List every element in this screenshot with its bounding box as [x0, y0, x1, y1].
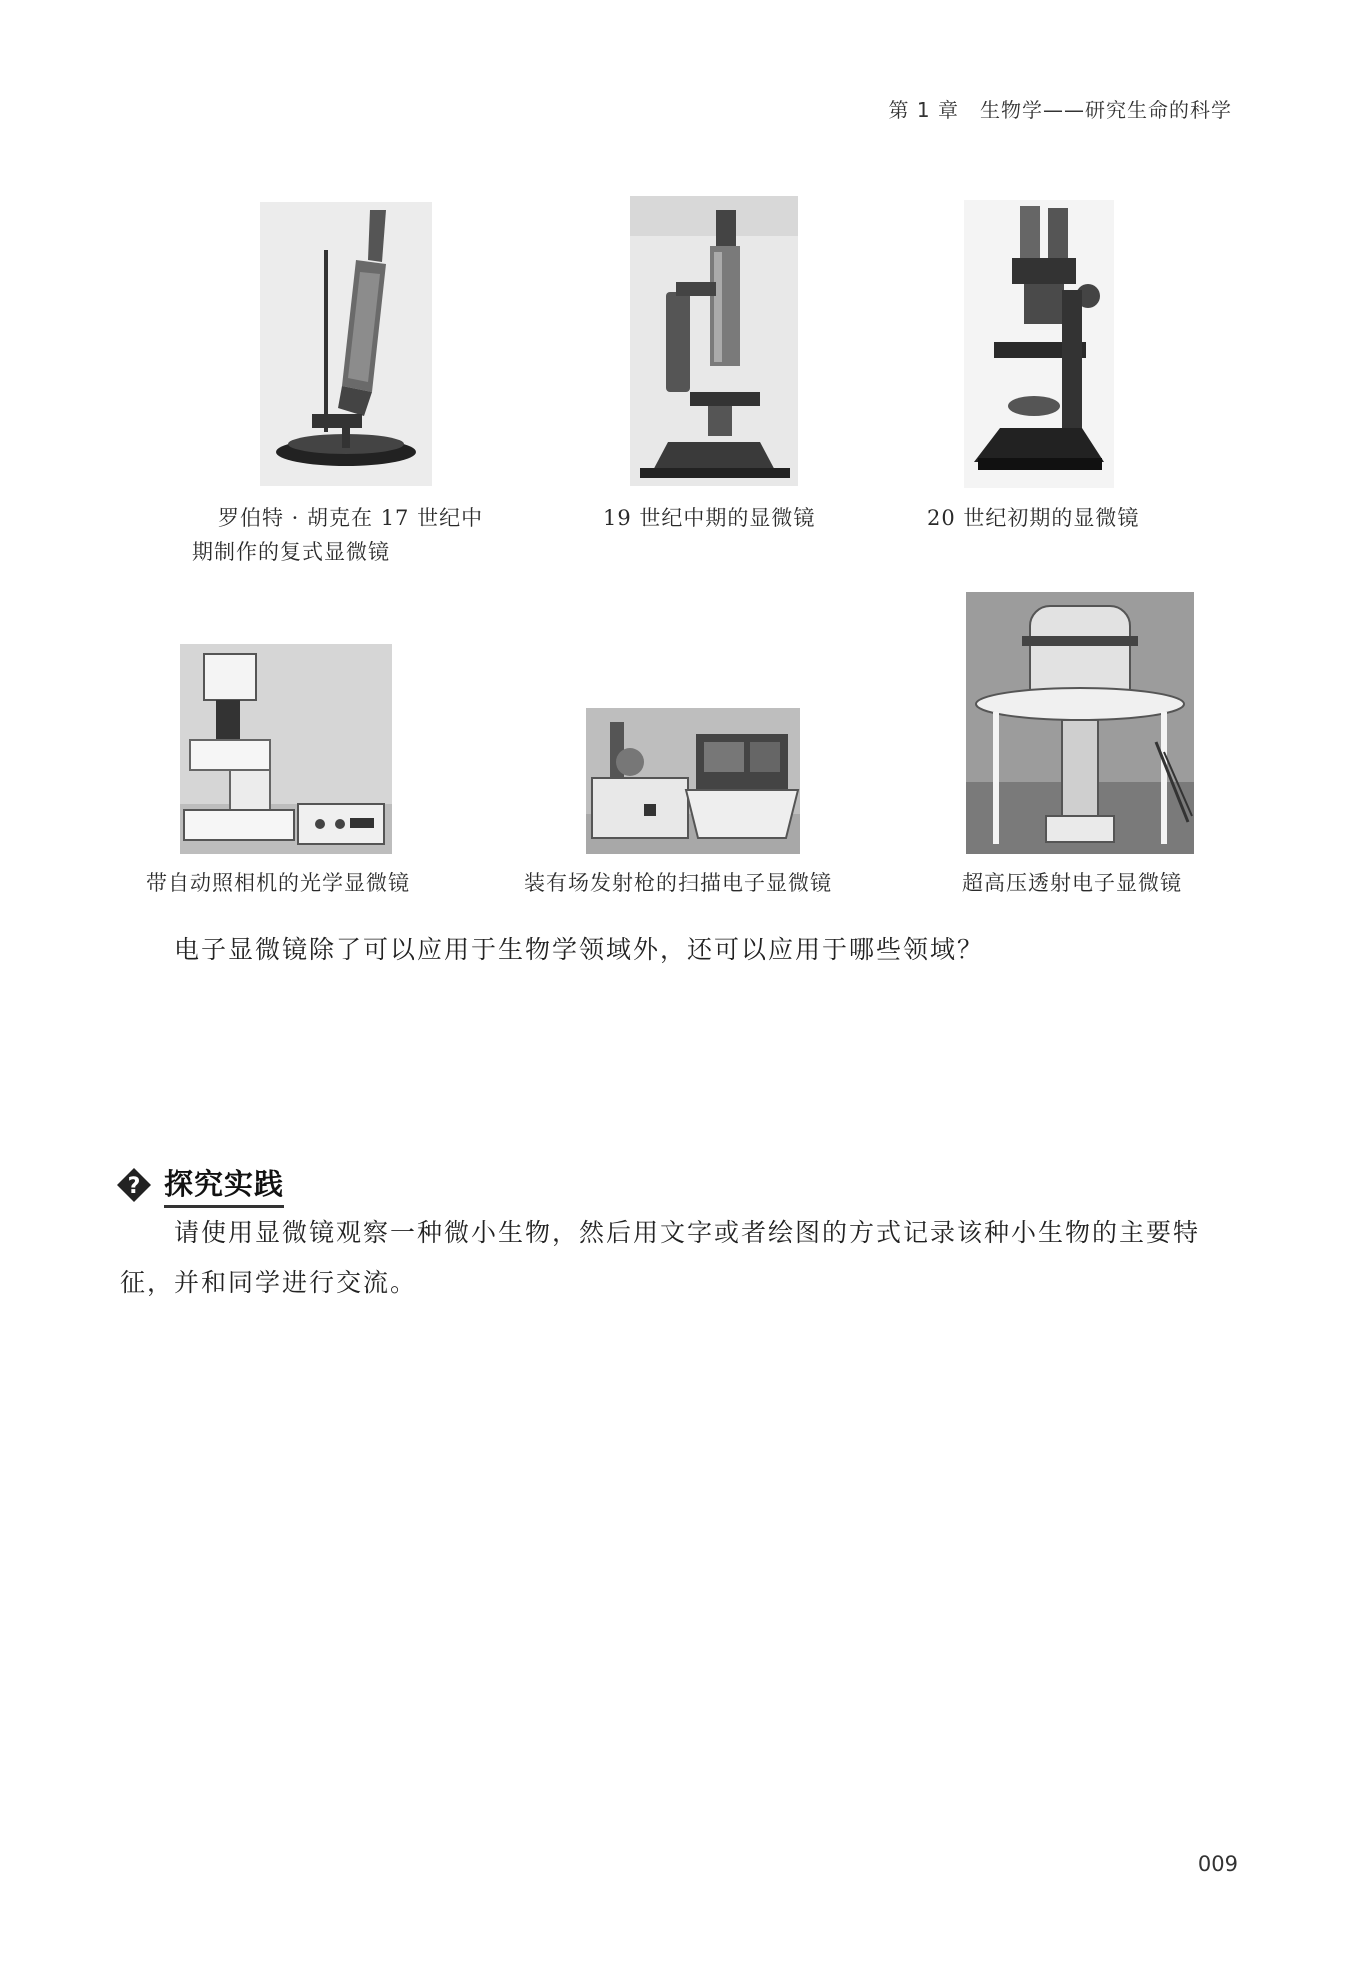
scanning-electron-microscope-image — [586, 708, 800, 854]
caption-19th-century: 19 世纪中期的显微镜 — [603, 506, 816, 530]
transmission-electron-microscope-image — [966, 592, 1194, 854]
caption-transmission-electron-microscope: 超高压透射电子显微镜 — [962, 871, 1182, 895]
running-header: 第 1 章 生物学——研究生命的科学 — [888, 98, 1232, 122]
section-body-paragraph: 请使用显微镜观察一种微小生物，然后用文字或者绘图的方式记录该种小生物的主要特征，并和同学进行交流。 — [120, 1218, 1201, 1297]
page-number: 009 — [1197, 1852, 1238, 1876]
caption-scanning-electron-microscope: 装有场发射枪的扫描电子显微镜 — [524, 871, 832, 895]
figure-transmission-electron-microscope — [966, 592, 1194, 854]
figure-19th-century-microscope — [630, 196, 798, 486]
20th-century-microscope-image — [964, 200, 1114, 488]
section-heading-text: 探究实践 — [164, 1162, 284, 1208]
caption-hooke-line2: 期制作的复式显微镜 — [192, 540, 390, 564]
figure-hooke-microscope — [260, 202, 432, 486]
question-paragraph: 电子显微镜除了可以应用于生物学领域外，还可以应用于哪些领域？ — [174, 935, 985, 964]
figure-20th-century-microscope — [964, 200, 1114, 488]
section-heading — [116, 1162, 284, 1208]
caption-20th-century: 20 世纪初期的显微镜 — [927, 506, 1140, 530]
optical-microscope-image — [180, 644, 392, 854]
19th-century-microscope-image — [630, 196, 798, 486]
caption-hooke-line1: 罗伯特 · 胡克在 17 世纪中 — [218, 506, 484, 530]
hooke-microscope-image — [260, 202, 432, 486]
figure-optical-microscope — [180, 644, 392, 854]
caption-optical-microscope: 带自动照相机的光学显微镜 — [146, 871, 410, 895]
svg-text:?: ? — [127, 1174, 141, 1199]
figure-scanning-electron-microscope — [586, 708, 800, 854]
question-icon — [116, 1167, 152, 1203]
